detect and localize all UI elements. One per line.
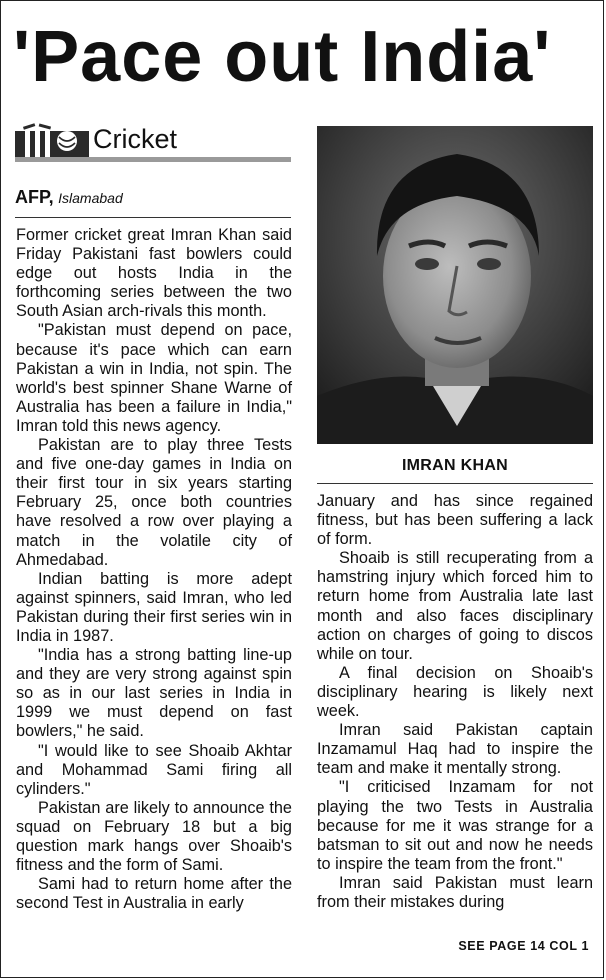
article-column-left [16, 226, 292, 913]
article-column-right [317, 492, 593, 912]
photo-caption: IMRAN KHAN [401, 457, 509, 474]
paragraph: Indian batting is more adept against spinners, said Imran, who led Pakistan during their first series win in India in 1987. [16, 569, 292, 645]
section-rule [15, 157, 291, 162]
portrait-illustration [317, 126, 593, 444]
paragraph: January and has since regained fitness, but has been suffering a lack of form. [317, 492, 593, 549]
caption-divider [317, 483, 593, 484]
byline-place: Islamabad [58, 190, 123, 206]
paragraph: "India has a strong batting line-up and they are very strong against spin so as in our last series in India in 1999 we must depend on fast bowlers," he said. [16, 646, 292, 741]
headline: 'Pace out India' [13, 17, 552, 97]
jump-line: SEE PAGE 14 COL 1 [458, 939, 589, 953]
section-label: Cricket [93, 124, 178, 154]
cricket-stumps-ball-icon [15, 121, 89, 157]
paragraph: Imran said Pakistan must learn from their mistakes during [317, 873, 593, 911]
section-logo [15, 119, 291, 163]
paragraph: Shoaib is still recuperating from a hamstring injury which forced him to return home from Australia late last month and also faces disciplinary action on charges of going to discos while on tour. [317, 549, 593, 663]
paragraph: Sami had to return home after the second Test in Australia in early [16, 875, 292, 913]
paragraph: "I would like to see Shoaib Akhtar and Mohammad Sami firing all cylinders." [16, 741, 292, 798]
paragraph: Former cricket great Imran Khan said Friday Pakistani fast bowlers could edge out hosts India in the forthcoming series between the two South Asian arch-rivals this month. [16, 226, 292, 321]
byline [15, 187, 123, 208]
byline-divider [15, 217, 291, 218]
paragraph: A final decision on Shoaib's disciplinary hearing is likely next week. [317, 663, 593, 721]
paragraph: "Pakistan must depend on pace, because it's pace which can earn Pakistan a win in India, not spin. The world's best spinner Shane Warne of Australia has been a failure in India," Imran told this news agency. [16, 321, 292, 435]
paragraph: Imran said Pakistan captain Inzamamul Haq had to inspire the team and make it mentally strong. [317, 721, 593, 778]
paragraph: Pakistan are likely to announce the squad on February 18 but a big question mark hangs over Shoaib's fitness and the form of Sami. [16, 798, 292, 875]
portrait-photo [317, 126, 593, 444]
paragraph: "I criticised Inzamam for not playing the two Tests in Australia because for me it was strange for a batsman to sit out and now he needs to inspire the team from the front." [317, 778, 593, 873]
byline-agency: AFP, [15, 187, 54, 207]
paragraph: Pakistan are to play three Tests and five one-day games in India on their first tour in six years starting February 25, once both countries have resolved a row over playing a match in the volatile city of Ahmedabad. [16, 436, 292, 569]
